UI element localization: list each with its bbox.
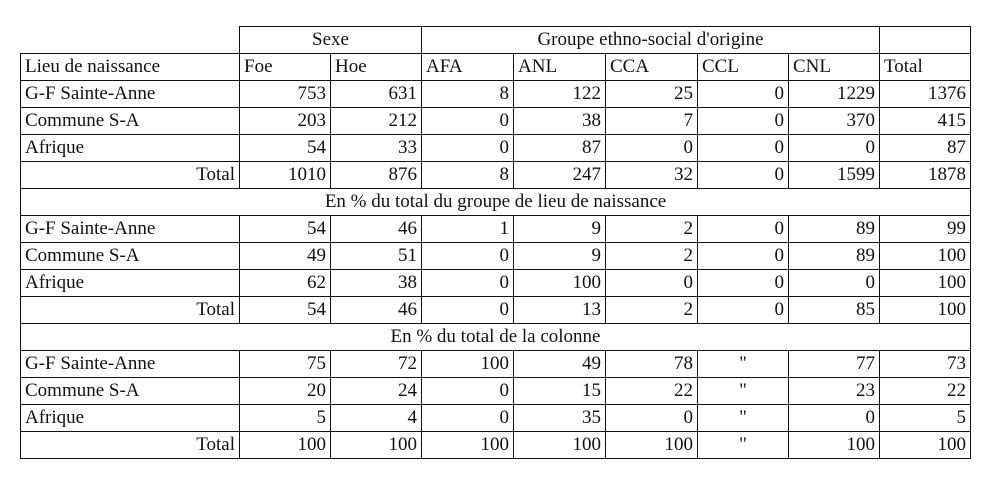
data-table [20, 26, 971, 459]
table-cell: 415 [880, 108, 971, 135]
table-cell: 7 [606, 108, 698, 135]
table-cell: 0 [606, 135, 698, 162]
table-cell: 78 [606, 351, 698, 378]
table-cell: 100 [331, 432, 422, 459]
table-cell: 72 [331, 351, 422, 378]
row-label: Commune S-A [21, 378, 240, 405]
table-cell: 38 [514, 108, 606, 135]
table-cell: 247 [514, 162, 606, 189]
table-cell: 62 [240, 270, 331, 297]
table-cell: 2 [606, 243, 698, 270]
table-cell: 100 [880, 243, 971, 270]
table-cell: 0 [422, 108, 514, 135]
table-cell: 0 [789, 405, 880, 432]
table-cell: 0 [698, 81, 789, 108]
table-row [21, 270, 971, 297]
table-cell: 99 [880, 216, 971, 243]
table-cell: 13 [514, 297, 606, 324]
table-row [21, 351, 971, 378]
table-cell: 1 [422, 216, 514, 243]
row-label: Total [21, 297, 240, 324]
row-label: G-F Sainte-Anne [21, 216, 240, 243]
table-cell: 100 [240, 432, 331, 459]
table-cell: 631 [331, 81, 422, 108]
table-cell: 100 [422, 432, 514, 459]
table-cell: 0 [789, 135, 880, 162]
table-cell: 0 [698, 216, 789, 243]
section-title-row [21, 189, 971, 216]
table-cell: 753 [240, 81, 331, 108]
row-label: Total [21, 432, 240, 459]
table-cell: 35 [514, 405, 606, 432]
table-cell: 370 [789, 108, 880, 135]
table-cell: 0 [789, 270, 880, 297]
table-cell: 54 [240, 216, 331, 243]
table-cell: 8 [422, 81, 514, 108]
table-cell: 203 [240, 108, 331, 135]
row-label: G-F Sainte-Anne [21, 351, 240, 378]
table-cell: 0 [422, 378, 514, 405]
header-row-groups [21, 27, 971, 54]
table-cell: 0 [698, 135, 789, 162]
table-cell: " [698, 405, 789, 432]
table-cell: 33 [331, 135, 422, 162]
table-cell: 0 [422, 405, 514, 432]
table-cell: 5 [880, 405, 971, 432]
table-cell: 75 [240, 351, 331, 378]
table-row [21, 81, 971, 108]
table-row [21, 135, 971, 162]
sexe-header: Sexe [240, 27, 422, 54]
col-header-afa: AFA [422, 54, 514, 81]
table-cell: 1599 [789, 162, 880, 189]
table-row [21, 378, 971, 405]
table-cell: 2 [606, 297, 698, 324]
col-header-anl: ANL [514, 54, 606, 81]
col-header-total: Total [880, 54, 971, 81]
groupe-header: Groupe ethno-social d'origine [422, 27, 880, 54]
table-cell: 0 [422, 243, 514, 270]
table-cell: 15 [514, 378, 606, 405]
table-cell: 1376 [880, 81, 971, 108]
table-cell: " [698, 432, 789, 459]
table-cell: 100 [422, 351, 514, 378]
table-cell: 0 [422, 297, 514, 324]
table-cell: 89 [789, 243, 880, 270]
table-cell: 2 [606, 216, 698, 243]
table-cell: 87 [880, 135, 971, 162]
table-cell: 100 [606, 432, 698, 459]
table-cell: 4 [331, 405, 422, 432]
row-label: G-F Sainte-Anne [21, 81, 240, 108]
table-row [21, 216, 971, 243]
table-cell: 85 [789, 297, 880, 324]
table-cell: 0 [698, 270, 789, 297]
table-row [21, 432, 971, 459]
table-cell: " [698, 351, 789, 378]
table-cell: 100 [789, 432, 880, 459]
table-cell: 20 [240, 378, 331, 405]
table-cell: 100 [514, 432, 606, 459]
section-title-row [21, 324, 971, 351]
table-cell: 0 [698, 162, 789, 189]
table-cell: 1229 [789, 81, 880, 108]
table-cell: 0 [606, 405, 698, 432]
table-body [21, 27, 971, 459]
table-row [21, 162, 971, 189]
table-cell: 51 [331, 243, 422, 270]
table-cell: 77 [789, 351, 880, 378]
table-cell: 23 [789, 378, 880, 405]
col-header-ccl: CCL [698, 54, 789, 81]
table-cell: 1878 [880, 162, 971, 189]
table-cell: 73 [880, 351, 971, 378]
empty-total-group-cell [880, 27, 971, 54]
table-cell: 100 [880, 432, 971, 459]
section-title: En % du total de la colonne [21, 324, 971, 351]
table-cell: 38 [331, 270, 422, 297]
table-cell: 46 [331, 297, 422, 324]
lieu-header: Lieu de naissance [21, 54, 240, 81]
table-cell: 5 [240, 405, 331, 432]
table-cell: 89 [789, 216, 880, 243]
table-cell: 0 [422, 135, 514, 162]
table-cell: 100 [514, 270, 606, 297]
table-cell: 22 [880, 378, 971, 405]
table-row [21, 297, 971, 324]
row-label: Afrique [21, 405, 240, 432]
table-cell: 0 [422, 270, 514, 297]
col-header-foe: Foe [240, 54, 331, 81]
table-cell: 54 [240, 297, 331, 324]
col-header-cnl: CNL [789, 54, 880, 81]
table-row [21, 405, 971, 432]
table-cell: 87 [514, 135, 606, 162]
table-cell: 22 [606, 378, 698, 405]
table-cell: 100 [880, 270, 971, 297]
row-label: Total [21, 162, 240, 189]
empty-corner-cell [21, 27, 240, 54]
row-label: Commune S-A [21, 243, 240, 270]
row-label: Commune S-A [21, 108, 240, 135]
row-label: Afrique [21, 135, 240, 162]
table-cell: 9 [514, 243, 606, 270]
table-cell: 0 [606, 270, 698, 297]
table-cell: 9 [514, 216, 606, 243]
col-header-cca: CCA [606, 54, 698, 81]
table-cell: 1010 [240, 162, 331, 189]
table-cell: 8 [422, 162, 514, 189]
header-row-columns [21, 54, 971, 81]
table-cell: " [698, 378, 789, 405]
table-cell: 49 [514, 351, 606, 378]
table-cell: 25 [606, 81, 698, 108]
col-header-hoe: Hoe [331, 54, 422, 81]
section-title: En % du total du groupe de lieu de naissance [21, 189, 971, 216]
table-cell: 32 [606, 162, 698, 189]
row-label: Afrique [21, 270, 240, 297]
table-cell: 24 [331, 378, 422, 405]
table-cell: 122 [514, 81, 606, 108]
table-cell: 49 [240, 243, 331, 270]
table-cell: 100 [880, 297, 971, 324]
table-cell: 0 [698, 243, 789, 270]
table-cell: 0 [698, 108, 789, 135]
table-cell: 54 [240, 135, 331, 162]
table-cell: 0 [698, 297, 789, 324]
table-cell: 46 [331, 216, 422, 243]
table-cell: 212 [331, 108, 422, 135]
table-cell: 876 [331, 162, 422, 189]
table-row [21, 243, 971, 270]
table-row [21, 108, 971, 135]
